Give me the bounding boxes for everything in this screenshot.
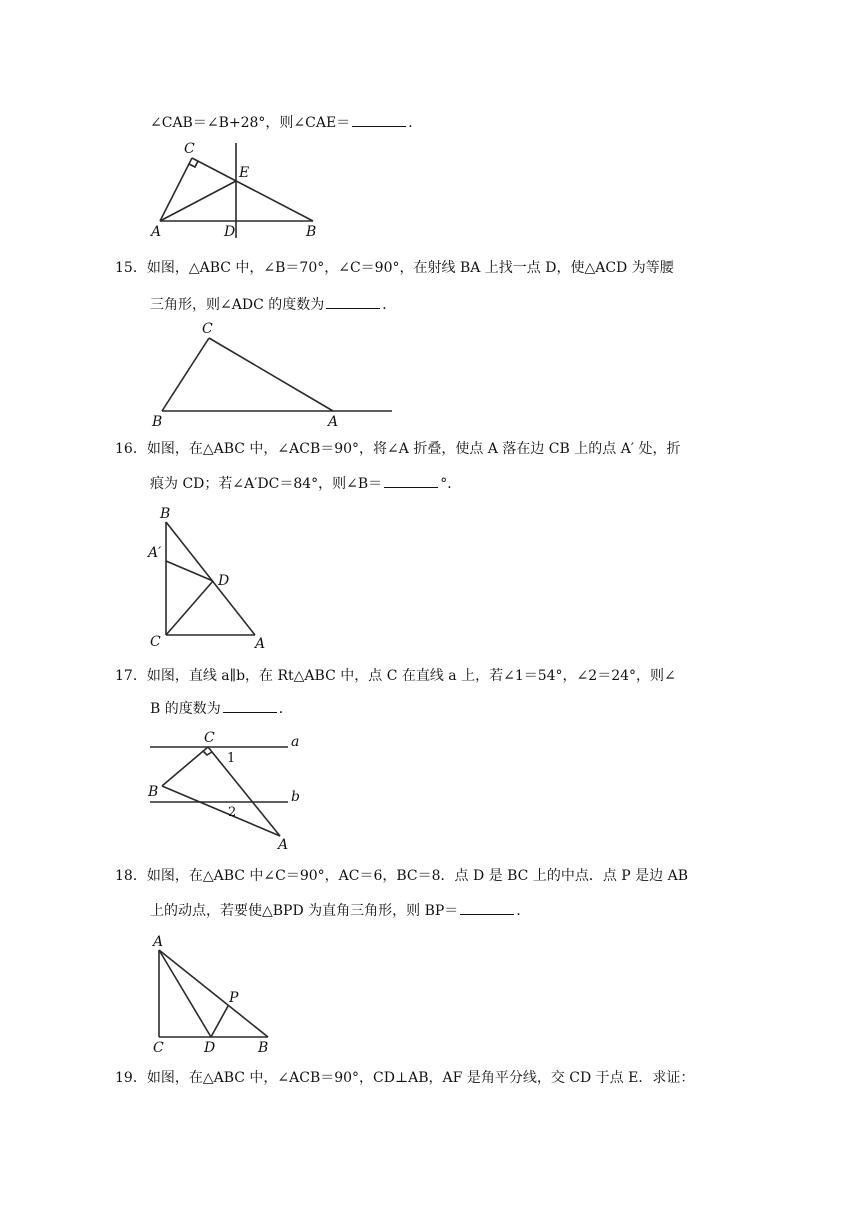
q15-label-a: A (328, 414, 339, 430)
q18-segment-ad (159, 950, 211, 1037)
q16-figure (140, 500, 280, 655)
q14-text-line-1: ∠CAB＝∠B+28°，则∠CAE＝ ． (150, 112, 422, 133)
q17-label-b-point: B (148, 784, 159, 800)
q17-label-c: C (204, 730, 215, 746)
q14-segment-ac (160, 158, 192, 221)
q19-text-line-1 (115, 1068, 694, 1088)
q17-label-a-line: a (291, 734, 300, 750)
q17-right-angle-mark (203, 751, 212, 755)
q14-label-a: A (151, 224, 162, 240)
q17-label-angle-2: 2 (228, 805, 237, 820)
q17-answer-blank[interactable] (223, 698, 277, 713)
q17-label-angle-1: 1 (227, 751, 236, 766)
q17-text-1: 17．如图，直线 a∥b，在 Rt△ABC 中，点 C 在直线 a 上，若∠1＝54°，∠2＝24°，则∠ (115, 668, 676, 684)
q15-segment-bc (162, 338, 209, 411)
q15-figure (140, 320, 400, 430)
q16-text-line-2: 痕为 CD；若∠A′DC＝84°，则∠B＝ °． (150, 473, 461, 494)
q16-label-c: C (150, 634, 161, 650)
q15-text-line-2: 三角形，则∠ADC 的度数为 ． (150, 294, 396, 315)
q18-text-line-1 (115, 866, 688, 886)
q15-text-line-1 (115, 258, 674, 278)
q16-segment-a-prime-d (166, 561, 213, 581)
q15-text-2: 三角形，则∠ADC 的度数为 (150, 297, 325, 313)
q17-text-line-2: B 的度数为 ． (150, 698, 293, 719)
q17-text-line-1 (115, 666, 676, 686)
q17-text-2: B 的度数为 (150, 701, 221, 717)
q14-text: ∠CAB＝∠B+28°，则∠CAE＝ (150, 115, 351, 131)
q18-figure (140, 930, 280, 1060)
q16-text-line-1 (115, 439, 680, 459)
q15-label-c: C (202, 321, 213, 337)
q17-segment-ba (162, 786, 280, 836)
q15-answer-blank[interactable] (326, 294, 380, 309)
q14-answer-blank[interactable] (352, 112, 406, 127)
q17-label-b-line: b (291, 789, 300, 805)
q16-label-b: B (160, 506, 171, 522)
q15-text-1: 15．如图，△ABC 中，∠B＝70°，∠C＝90°，在射线 BA 上找一点 D，使△ACD 为等腰 (115, 260, 674, 276)
q18-label-b: B (258, 1040, 269, 1056)
q14-segment-ae (160, 181, 236, 221)
q18-label-a: A (153, 934, 164, 950)
q18-label-c: C (153, 1040, 164, 1056)
q18-text-2: 上的动点，若要使△BPD 为直角三角形，则 BP＝ (150, 903, 459, 919)
q16-label-a: A (255, 636, 266, 652)
q14-figure (140, 135, 340, 245)
q16-segment-ba (166, 522, 255, 635)
q16-label-d: D (218, 573, 230, 589)
q18-segment-dp (211, 1006, 228, 1037)
q14-label-c: C (184, 141, 195, 157)
q15-label-b: B (152, 414, 163, 430)
q16-answer-blank[interactable] (384, 473, 438, 488)
q18-text-1: 18．如图，在△ABC 中∠C＝90°，AC＝6，BC＝8．点 D 是 BC 上的中点．点 P 是边 AB (115, 868, 689, 884)
q18-text-line-2: 上的动点，若要使△BPD 为直角三角形，则 BP＝ ． (150, 900, 530, 921)
q14-segment-cb (192, 158, 313, 221)
q16-text-2: 痕为 CD；若∠A′DC＝84°，则∠B＝ (150, 476, 383, 492)
q19-text-1: 19．如图，在△ABC 中，∠ACB＝90°，CD⊥AB，AF 是角平分线，交 CD 于点 E．求证： (115, 1070, 695, 1086)
q18-answer-blank[interactable] (460, 900, 514, 915)
q14-label-e: E (239, 165, 250, 181)
q17-segment-cb (162, 747, 208, 786)
q15-segment-ca (209, 338, 333, 411)
q16-fold-cd (166, 581, 213, 635)
q18-segment-ab (159, 950, 268, 1037)
q14-label-d: D (224, 224, 236, 240)
q18-label-p: P (229, 990, 239, 1006)
q17-segment-ca (208, 747, 280, 836)
q14-label-b: B (306, 224, 317, 240)
q17-figure (140, 728, 320, 853)
q16-text-1: 16．如图，在△ABC 中，∠ACB＝90°，将∠A 折叠，使点 A 落在边 CB 上的点 A′ 处，折 (115, 441, 681, 457)
q16-label-a-prime: A′ (148, 545, 162, 561)
q17-label-a-point: A (278, 837, 289, 853)
q18-label-d: D (204, 1040, 216, 1056)
